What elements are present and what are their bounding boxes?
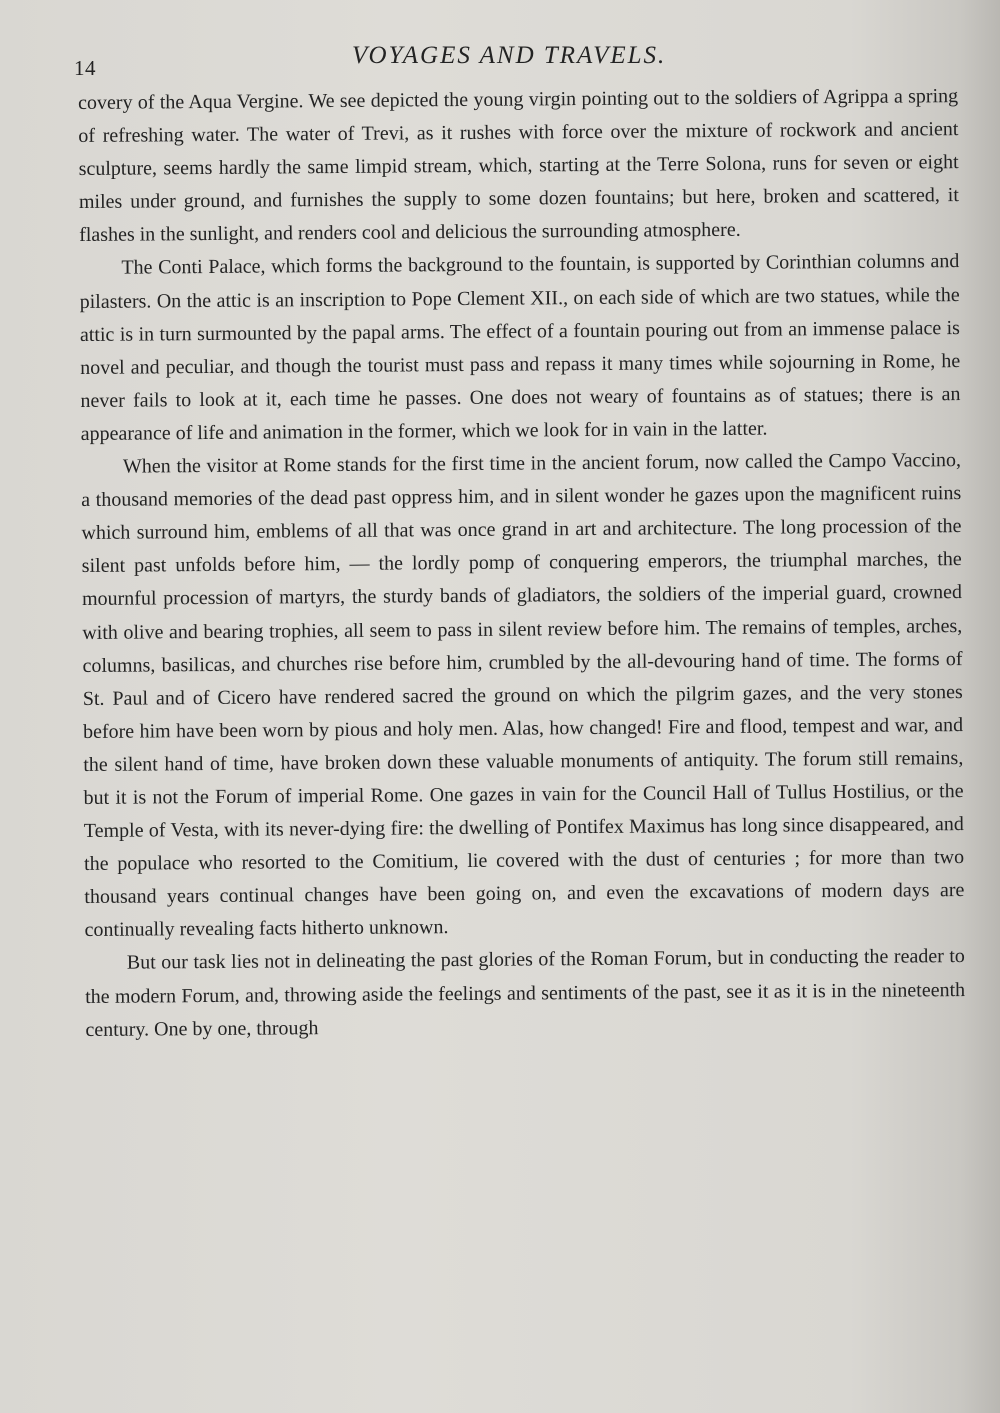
paragraph-1: covery of the Aqua Vergine. We see depicted the young virgin pointing out to the soldiers of Agrippa a spring of refreshing water. The water of Trevi, as it rushes with force over the mixture of rockwork and ancient sculpture, seems hardly the same limpid stream, which, starting at the Terre Solona, runs for seven or eight miles under ground, and furnishes the supply to some dozen fountains; but here, broken and scattered, it flashes in the sunlight, and renders cool and delicious the surrounding atmosphere. <box>78 85 959 247</box>
running-head: VOYAGES AND TRAVELS. <box>352 42 667 69</box>
paragraph-3: When the visitor at Rome stands for the first time in the ancient forum, now called the Campo Vaccino, a thousand memories of the dead past oppress him, and in silent wonder he gazes upon the magnificent ruins which surround him, emblems of all that was once grand in art and architecture. The long procession of the silent past unfolds before him, — the lordly pomp of conquering emperors, the triumphal marches, the mournful procession of martyrs, the sturdy bands of gladiators, the soldiers of the imperial guard, crowned with olive and bearing trophies, all seem to pass in silent review before him. The remains of temples, arches, columns, basilicas, and churches rise before him, crumbled by the all-devouring hand of time. The forms of St. Paul and of Cicero have rendered sacred the ground on which the pilgrim gazes, and the very stones before him have been worn by pious and holy men. Alas, how changed! Fire and flood, tempest and war, and the silent hand of time, have broken down these valuable monuments of antiquity. The forum still remains, but it is not the Forum of imperial Rome. One gazes in vain for the Council Hall of Tullus Hostilius, or the Temple of Vesta, with its never-dying fire: the dwelling of Pontifex Maximus has long since disappeared, and the populace who resorted to the Comitium, lie covered with the dust of centuries ; for more than two thousand years continual changes have been going on, and even the excavations of modern days are continually revealing facts hitherto unknown. <box>81 449 965 942</box>
paragraph-2: The Conti Palace, which forms the background to the fountain, is supported by Corinthian columns and pilasters. On the attic is an inscription to Pope Clement XII., on each side of which are two statues, while the attic is in turn surmounted by the papal arms. The effect of a fountain pouring out from an immense palace is novel and peculiar, and though the tourist must pass and repass it many times while sojourning in Rome, he never fails to look at it, each time he passes. One does not weary of fountains as of statues; there is an appearance of life and animation in the former, which we look for in vain in the latter. <box>79 250 961 445</box>
paragraph-4: But our task lies not in delineating the past glories of the Roman Forum, but in conducting the reader to the modern Forum, and, throwing aside the feelings and sentiments of the past, see it as it is in the nineteenth century. One by one, through <box>85 945 966 1041</box>
page-number: 14 <box>74 56 96 80</box>
body-text <box>78 80 966 1047</box>
